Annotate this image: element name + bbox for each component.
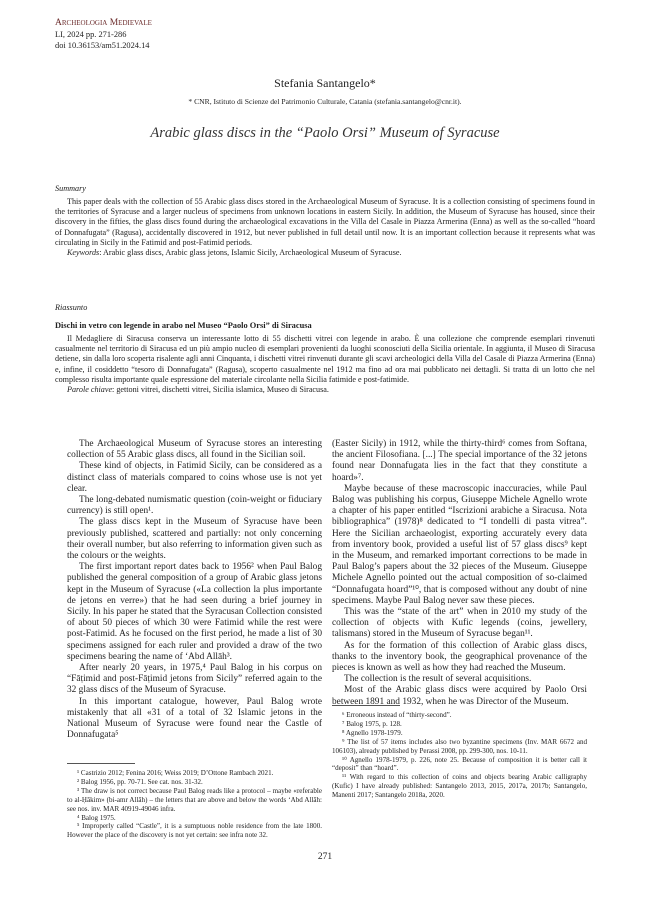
body-paragraph: The Archaeological Museum of Syracuse stores an interesting collection of 55 Arabic glass discs, all found in the Sicilian soil. <box>67 439 322 461</box>
keywords-text: : Arabic glass discs, Arabic glass jetons, Islamic Sicily, Archaeological Museum of Syracuse. <box>99 248 402 258</box>
article-title: Arabic glass discs in the “Paolo Orsi” Museum of Syracuse <box>150 125 500 141</box>
footnote-rule-left <box>67 763 135 764</box>
footnote: ⁸ Agnello 1978-1979. <box>342 728 403 737</box>
footnote-rule-right <box>332 705 400 706</box>
body-paragraph: Most of the Arabic glass discs were acquired by Paolo Orsi between 1891 and 1932, when he was Director of the Museum. <box>332 685 587 707</box>
body-paragraph: The first important report dates back to 1956² when Paul Balog published the general composition of a group of Arabic glass jetons kept in the Museum of Syracuse («La collection la plus importante de jetons en verre») that he had seen during a brief journey in Sicily. In his paper he stated that the Syracusan Collection consisted of about 50 pieces of which 30 were Fatimid while the rest were post-Fatimid. As he focused on the first period, he made a list of 30 specimens assigned for each ruler and provided a draw of the two specimens bearing the name of ‘Abd Allāh³. <box>67 562 322 662</box>
page-number: 271 <box>317 852 333 862</box>
footnote: ⁷ Balog 1975, p. 128. <box>342 719 402 728</box>
riassunto-keywords <box>55 385 595 395</box>
footnotes-left <box>67 769 322 840</box>
riassunto-text: Il Medagliere di Siracusa conserva un interessante lotto di 55 dischetti vitrei con legende in arabo. È una collezione che comprende esemplari rinvenuti casualmente nel territorio di Siracusa ed un più ampio nucleo di esemplari provenienti da luoghi sconosciuti della Sicilia orientale. In aggiunta, il Museo di Siracusa detiene, sin dalla loro scoperta risalente agli anni Cinquanta, i dischetti vitrei rinvenuti durante gli scavi archeologici della Villa del Casale di Piazza Armerina (Enna) e, infine, il cosiddetto “tesoro di Donnafugata” (Ragusa), scoperto casualmente nel 1912 ma fino ad ora mai pubblicato nei dettagli. Si tratta di un lotto che nel complesso risulta importante quale espressione del materiale circolante nella Sicilia fatimide e post-fatimide. <box>55 334 595 384</box>
footnote: ⁶ Erroneous instead of “thirty-second”. <box>342 711 452 719</box>
body-paragraph: These kind of objects, in Fatimid Sicily, can be considered as a distinct class of materials compared to coins whose use is not yet clear. <box>67 461 322 494</box>
body-paragraph: This was the “state of the art” when in 2010 my study of the collection of objects with Kufic legends (coins, jewellery, talismans) stored in the Museum of Syracuse began¹¹. <box>332 607 587 640</box>
body-paragraph: Maybe because of these macroscopic inaccuracies, while Paul Balog was publishing his corpus, Giuseppe Michele Agnello wrote a chapter of his paper entitled “Iscrizioni arabiche a Siracusa. Nota bibliographica” (1978)⁸ dedicated to “I tondelli di pasta vitrea”. Here the Sicilian archaeologist, exporting accurately every data from inventory book, provided a useful list of 57 glass discs⁹ kept in the Museum, and remarked important corrections to be made in Paul Balog’s papers about the 32 pieces of the Museum. Giuseppe Michele Agnello pointed out the actual composition of so-claimed “Donnafugata hoard”¹⁰, that is composed without any doubt of nine specimens. Maybe Paul Balog never saw these pieces. <box>332 483 587 606</box>
footnote: ¹ Castrizio 2012; Fenina 2016; Weiss 2019; D’Ottone Rambach 2021. <box>77 769 274 777</box>
footnote: ¹⁰ Agnello 1978-1979, p. 226, note 25. Because of composition it is better call it “deposit” than “hoard”. <box>332 755 587 773</box>
author-affiliation: * CNR, Istituto di Scienze del Patrimonio Culturale, Catania (stefania.santangelo@cnr.it). <box>188 97 462 106</box>
summary-abstract <box>55 197 595 258</box>
footnote: ⁹ The list of 57 items includes also two byzantine specimens (Inv. MAR 6672 and 106103), already published by Perassi 2008, pp. 299-300, nos. 10-11. <box>332 737 587 755</box>
footnotes-right <box>332 711 587 800</box>
body-column-left <box>67 439 322 741</box>
body-paragraph: (Easter Sicily) in 1912, while the thirty-third⁶ comes from Softana, the ancient Filosofiana. [...] The special importance of the 32 jetons found near Donnafugata lies in the fact that they constitute a hoard»⁷. <box>332 439 587 483</box>
footnote: ⁵ Improperly called “Castle”, it is a sumptuous noble residence from the late 1800. However the place of the discovery is not yet certain: see infra note 32. <box>67 822 322 840</box>
parole-chiave-label: Parole chiave <box>67 385 113 395</box>
journal-header <box>55 18 152 51</box>
riassunto-abstract <box>55 334 595 395</box>
body-column-right <box>332 439 587 708</box>
riassunto-heading: Dischi in vetro con legende in arabo nel Museo “Paolo Orsi” di Siracusa <box>55 321 312 330</box>
summary-text: This paper deals with the collection of 55 Arabic glass discs stored in the Archaeological Museum of Syracuse. It is a collection consisting of specimens found in the territories of Syracuse and a larger nucleus of specimens from unknown locations in eastern Sicily. In addition, the Museum of Syracuse has housed, since their discovery in the fifties, the glass discs found during the archaeological excavations in the Villa del Casale in Piazza Armerina (Enna) as well as the so-called “hoard of Donnafugata” (Ragusa), accidentally discovered in 1912, but never published in full detail until now. It is an important collection because it represents what was circulating in Sicily in the Fatimid and post-Fatimid periods. <box>55 197 595 247</box>
body-paragraph: As for the formation of this collection of Arabic glass discs, thanks to the inventory book, the geographical provenance of the pieces is known as well as how they had reached the Museum. <box>332 640 587 674</box>
summary-keywords <box>55 248 595 258</box>
footnote: ¹¹ With regard to this collection of coins and objects bearing Arabic calligraphy (Kufic) I have already published: Santangelo 2013, 2015, 2017a, 2017b; Santangelo, Manenti 2017; Santangelo 2018a, 2020. <box>332 773 587 800</box>
footnote: ² Balog 1956, pp. 70-71. See cat. nos. 31-32. <box>77 777 203 786</box>
body-paragraph: The long-debated numismatic question (coin-weight or fiduciary currency) is still open¹. <box>67 495 322 517</box>
footnote: ⁴ Balog 1975. <box>77 813 116 822</box>
body-paragraph: The collection is the result of several acquisitions. <box>344 674 532 685</box>
journal-name: Archeologia Medievale <box>55 18 152 28</box>
journal-volume: LI, 2024 pp. 271-286 <box>55 30 127 39</box>
author-name: Stefania Santangelo* <box>274 76 376 90</box>
body-paragraph: In this important catalogue, however, Paul Balog wrote mistakenly that all «31 of a total of 32 Islamic jetons in the National Museum of Syracuse were found near the Castle of Donnafugata⁵ <box>67 696 322 741</box>
body-paragraph: The glass discs kept in the Museum of Syracuse have been previously published, scattered and partially: not only concerning their overall number, but also referring to information given such as the colours or the weights. <box>67 517 322 562</box>
keywords-label: Keywords <box>67 248 100 258</box>
summary-label: Summary <box>55 184 86 193</box>
journal-doi: doi 10.36153/am51.2024.14 <box>55 41 150 50</box>
parole-chiave-text: : gettoni vitrei, dischetti vitrei, Sicilia islamica, Museo di Siracusa. <box>112 385 329 395</box>
body-paragraph: After nearly 20 years, in 1975,⁴ Paul Balog in his corpus on “Fāṭimid and post-Fāṭimid jetons from Sicily” referred again to the 32 glass discs of the Museum of Syracuse. <box>67 663 322 696</box>
footnote: ³ The draw is not correct because Paul Balog reads like a protocol – maybe «referable to al-Ḥākim» (bi-amr Allāh) – the letters that are above and below the words ‘Abd Allāh: see nos. inv. MAR 40919-49046 infra. <box>67 786 322 813</box>
riassunto-label: Riassunto <box>55 303 88 312</box>
